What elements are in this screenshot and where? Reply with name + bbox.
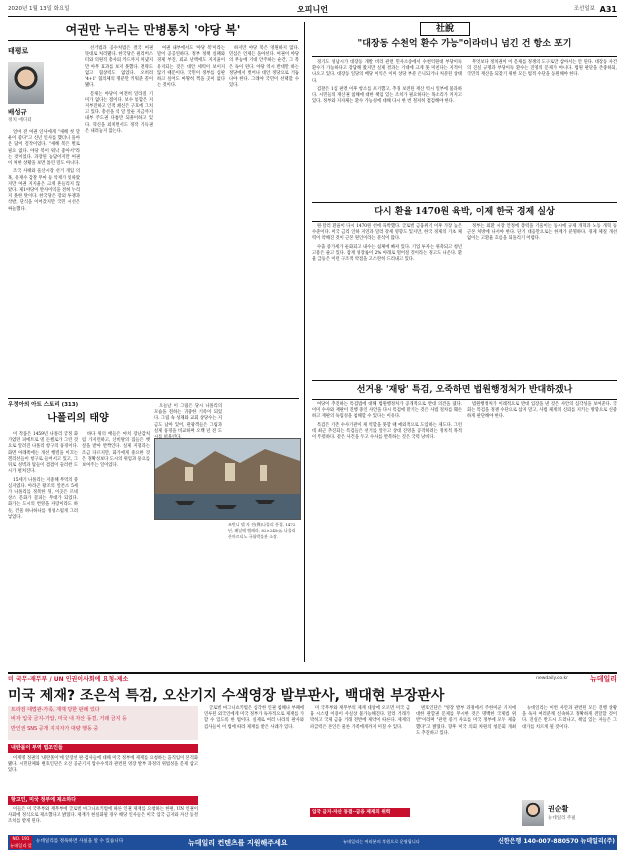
column-body-2 bbox=[85, 46, 153, 395]
art-body-2 bbox=[82, 432, 150, 660]
tower bbox=[225, 463, 235, 481]
paragraph: 문제는 야당이 여전히 달라질 기미가 없다는 점이다. 보수 통합은 지지부진하고 인적 쇄신은 구호에 그치고 있다. 총선을 석 달 앞둔 지금까지 내부 주도권 다툼만 되풀이하고 있다. 혁신을 외치면서도 정작 기득권은 내려놓지 않는다. bbox=[85, 91, 153, 134]
columnist-photo bbox=[522, 800, 544, 826]
editorial-3-body-left bbox=[312, 402, 462, 662]
tower bbox=[185, 467, 193, 481]
columnist-name: 권순활 bbox=[548, 805, 569, 813]
columnist-role: 뉴데일리 주필 bbox=[548, 816, 576, 821]
ad-body-3 bbox=[204, 706, 304, 832]
paragraph: 경기도 성남시가 대장동 개발 비리 관련 민사소송에서 수천억원대 부당이득 환수가 가능하다고 장담해 왔지만 실제 결과는 기대에 크게 못 미친다는 지적이 나오고 있다. 대장동 일당의 배당 이익은 이미 상당 부분 은닉되거나 처분된 상태다. bbox=[312, 60, 462, 84]
badge-number: NO. 191 bbox=[12, 836, 30, 841]
advertisement bbox=[8, 672, 617, 854]
ad-body-4 bbox=[310, 706, 410, 806]
paragraph: 수출 증가세가 둔화되고 내수는 침체에 빠져 있다. 기업 투자는 위축되고 청년 고용은 줄고 있다. 잠재 성장률이 2% 아래로 떨어질 것이라는 경고도 나온다. 환율 급등은 이런 구조적 약점을 고스란히 드러내고 있다. bbox=[312, 244, 462, 263]
paragraph: 변호인단은 "영장 발부 과정에서 주한미군 기지에 대한 관할권 문제를 무시한 것은 명백한 국제법 위반"이라며 "관련 증거 자료를 미국 정부에 모두 제출했다"고 밝혔다. 향후 미국 의회 차원의 청문회 개최도 추진하고 있다. bbox=[416, 706, 516, 736]
paragraph: 이들은 미 국무부와 재무부에 글로벌 마그니츠키법에 따른 인권 제재를 요청하는 한편, UN 인권이사회에 정식으로 제소했다고 밝혔다. 제재가 현실화될 경우 해당 인사들은 미국 입국 금지와 자산 동결 조치를 받게 된다. bbox=[8, 807, 198, 825]
ad-sub-line: 반인권 SNS 공개 지지자가 대량 행동 중 bbox=[11, 725, 99, 732]
paragraph: 여당이 추진하는 특검법에 대해 법원행정처가 공개적으로 반대 의견을 냈다. 이미 수사와 재판이 진행 중인 사안을 다시 특검에 맡기는 것은 사법 절차를 훼손하고 재판의 독립성을 침해할 수 있다는 이유다. bbox=[312, 402, 462, 420]
art-body-3 bbox=[154, 404, 222, 434]
footer-account: 신한은행 140-007-880570 뉴데일리(주) bbox=[498, 838, 615, 845]
tower bbox=[260, 465, 267, 481]
paragraph: 뉴데일리는 이번 사안과 관련된 모든 진행 상황을 독자 여러분께 신속하고 정확하게 전달할 것이다. 진실은 반드시 드러나고, 책임 있는 자들은 그 대가를 치르게 될 것이다. bbox=[522, 706, 617, 730]
column-body-1 bbox=[8, 130, 80, 395]
editorial-2-title: 다시 환율 1470원 육박, 이제 한국 경제 실상 bbox=[312, 202, 617, 222]
ad-sub-line: 비자 입국 금지-가압, 미국 내 자산 동결, 거래 금지 등 bbox=[11, 716, 127, 723]
ad-sub-line: 트라검 대법관-가족, 재재 당한 판례 있다 bbox=[11, 707, 100, 713]
paragraph: 여권 내부에서도 '야당 복'이라는 말이 공공연하다. 정부 정책 실패와 경제 부진, 외교 난맥에도 지지율이 유지되는 것은 대안 세력이 보이지 않기 때문이다. 국민이 정부를 심판하고 싶어도 마땅히 찍을 곳이 없다는 것이다. bbox=[157, 46, 225, 89]
art-series-number: (313) bbox=[61, 402, 79, 408]
ad-topline: 미 국무-재무부 / UN 인권이사회에 요청-제소 bbox=[8, 676, 129, 683]
editorial-1-body-right bbox=[467, 60, 617, 200]
ad-headline: 미국 제재? 조은석 특검, 오산기지 수색영장 발부판사, 백대현 부장판사 bbox=[8, 688, 445, 704]
editorial-label: 社說 bbox=[420, 22, 470, 36]
editorial-1-body-left bbox=[312, 60, 462, 200]
editorial-1-title: "대장동 수천억 환수 가능"이라더니 넘긴 건 항소 포기 bbox=[312, 38, 617, 57]
paragraph: 원·달러 환율이 다시 1470원 선에 육박했다. 글로벌 금융위기 이후 가장 높은 수준이다. 미국 금리 인하 지연과 달러 강세 영향도 있지만, 한국 경제의 기초 체력이 약해진 것이 근본 원인이라는 분석이 많다. bbox=[312, 224, 462, 242]
footer-left: 뉴데일리를 정독하면 사실을 알 수 있습니다 bbox=[36, 839, 124, 844]
art-series-name: 우정아의 아트 스토리 bbox=[8, 402, 60, 408]
painting-image bbox=[154, 438, 301, 520]
author-role: 정치 에디터 bbox=[8, 118, 32, 123]
footer-note: 뉴데일리는 여러분의 후원으로 운영됩니다 bbox=[343, 839, 420, 844]
column-title: 여권만 누리는 만병통치 '야당 복' bbox=[8, 22, 298, 41]
paragraph: 15세기 나폴리는 지중해 무역의 중심지였다. 아라곤 왕조의 알폰소 5세가 나폴리를 정복한 뒤, 이곳은 르네상스 문화가 꽃피는 무대가 되었다. 화가는 도시의 번영을 자랑이라도 하듯, 건물 하나하나를 정성스럽게 그려 넣었다. bbox=[8, 477, 78, 520]
ad-body-5 bbox=[416, 706, 516, 832]
divider bbox=[8, 398, 299, 399]
painting-scene bbox=[155, 439, 300, 519]
ad-label-2: 항고인, 미국 정부에 제소하다 bbox=[8, 796, 198, 805]
editorial-2-body-right bbox=[467, 224, 617, 364]
column-series: 태평로 bbox=[8, 47, 29, 55]
paragraph: 법원행정처가 이례적으로 반대 입장을 낸 것은 사안의 심각성을 보여준다. 국회는 특검을 정쟁 수단으로 삼지 말고, 사법 체계의 신뢰를 지키는 방향으로 신중하게 판단해야 한다. bbox=[467, 402, 617, 420]
ad-body-2 bbox=[8, 807, 198, 832]
paragraph: 글로벌 마그니츠키법은 심각한 인권 침해나 부패에 연루된 외국인에게 미국 정부가 독자적으로 제재를 가할 수 있도록 한 법이다. 실제로 여러 나라의 판사와 검사들이 이 법에 따라 제재를 받은 사례가 있다. bbox=[204, 706, 304, 730]
ad-label-3: 입국 금지·자산 동결··금융 제재의 위력 bbox=[310, 808, 410, 817]
paragraph: 특검은 기존 수사기관이 제 역할을 못할 때 예외적으로 도입하는 제도다. 그런데 최근 추진되는 특검들은 선거를 앞두고 상대 진영을 공격하려는 정치적 목적이 뚜렷하다. 같은 사건을 두고 수사를 반복하는 것은 국력 낭비다. bbox=[312, 422, 462, 441]
paragraph: 바다 위의 배들은 마치 장난감처럼 가지런하고, 산비탈의 집들은 햇살을 받아 반짝인다. 실제 지형과는 조금 다르지만, 화가에게 중요한 것은 정확성보다 도시의 위엄과 풍요를 보여주는 일이었다. bbox=[82, 432, 150, 469]
art-series bbox=[8, 402, 158, 410]
paragraph: 선거법과 공수처법은 결국 여권 뜻대로 처리됐다. 한국당은 필리버스터와 의원직 총사퇴 카드까지 꺼냈지만 아무 효과를 보지 못했다. 전략도 없고 협상력도 없었다. 오히려 '4+1' 협의체의 명분만 키워준 꼴이 됐다. bbox=[85, 46, 153, 89]
editorial-3-body-right bbox=[467, 402, 617, 662]
ad-badge bbox=[10, 836, 32, 854]
issue-date: 2020년 1월 13일 화요일 bbox=[8, 6, 70, 12]
paragraph: 이재명 정권의 '내란몰이'에 앞장선 판·검사들에 대해 미국 정부에 제재를 요청하는 움직임이 본격화됐다. 시민단체와 변호인단은 오산 공군기지 압수수색과 관련된 영장 발부 과정의 위법성을 문제 삼고 있다. bbox=[8, 756, 198, 774]
paragraph: 미 국무부와 재무부의 제재 대상에 오르면 미국 금융 시스템 이용이 사실상 불가능해진다. 달러 거래가 막히고 국제 금융 거래 전반에 제약이 따른다. 제재의 파급력은 본인은 물론 가족에게까지 미칠 수 있다. bbox=[310, 706, 410, 730]
editorial-3-title: 선거용 '재탕' 특검, 오죽하면 법원행정처가 반대하겠나 bbox=[312, 380, 617, 400]
paper-name: 조선일보 bbox=[573, 6, 595, 12]
column-body-4 bbox=[229, 46, 299, 395]
page-number: A31 bbox=[599, 5, 617, 14]
paragraph: 정부는 외환 시장 안정에 총력을 기울이는 동시에 규제 개혁과 노동 개혁 등 근본 처방에 나서야 한다. 단기 대응만으로는 한계가 분명하다. 경제 체질 개선 없이는 고환율 흐름을 되돌리기 어렵다. bbox=[467, 224, 617, 242]
paragraph: 조국 사태와 울산시장 선거 개입 의혹, 유재수 감찰 무마 등 악재가 잇따랐지만 여권 지지율은 크게 흔들리지 않았다. 제1야당이 반사이익을 전혀 누리지 못한 탓이다. 한국당은 장외 투쟁과 삭발, 단식을 이어갔지만 국민 시선은 싸늘했다. bbox=[8, 169, 80, 212]
author-photo bbox=[8, 62, 44, 104]
author-name: 배성규 bbox=[8, 108, 27, 116]
ad-footer bbox=[8, 835, 617, 854]
editorial-2-body-left bbox=[312, 224, 462, 364]
art-body-1 bbox=[8, 432, 78, 660]
paragraph: 하지만 야당 복은 영원하지 않다. 민심은 언제든 돌아선다. 여권이 야당의 무능에 기대 안주하는 순간, 그 복은 독이 된다. 야당 역시 반대만 하는 정당에서 벗어나 대안 정당으로 거듭나야 한다. 그래야 국민이 선택할 수 있다. bbox=[229, 46, 299, 89]
painting-caption: 조반니 델 자 전(傳)나폴리 풍경, 1472년, 패널에 템페라, 82×245㎝, 나폴리 산마르티노 국립박물관 소장. bbox=[228, 522, 296, 539]
badge-text: 뉴데일리 칼럼 bbox=[10, 842, 32, 854]
art-title: 나폴리의 태양 bbox=[47, 413, 109, 424]
column-body-3 bbox=[157, 46, 225, 395]
paragraph: 이 작품은 1459년 나폴리 궁정 화가였던 피에트로 델 돈첼로가 그린 것으로 알려진 나폴리 항구의 풍경이다. 화면 아래쪽에는 개선 행렬을 이끄는 갤리선들이 항구로 들어서고 있고, 그 뒤로 성벽과 탑들이 겹겹이 둘러싼 도시가 펼쳐진다. bbox=[8, 432, 78, 475]
ad-sub-box bbox=[8, 706, 198, 740]
ad-label-1: 내란몰이 부역 법조인들 bbox=[8, 744, 198, 753]
ad-body-6 bbox=[522, 706, 617, 796]
ad-body-1 bbox=[8, 756, 198, 794]
column-divider bbox=[304, 22, 305, 662]
paragraph: 얼마 전 여권 인사에게 "새해 첫 달 운이 좋다"고 신년 인사를 했더니 돌아온 답이 걸작이었다. "새해 복은 별로 필요 없다. 야당 복이 워낙 좋아서"라는 것이었다. 과장된 농담이지만 여권이 처한 상황을 보면 틀린 말도 아니다. bbox=[8, 130, 80, 167]
footer-mid: 뉴데일리 컨텐츠를 지원해주세요 bbox=[188, 839, 288, 847]
art-body-4 bbox=[154, 522, 224, 662]
ad-url: newdaily.co.kr bbox=[536, 676, 568, 681]
page-header bbox=[8, 4, 617, 17]
paragraph: 오늘날 이 그림은 당시 나폴리의 모습을 전하는 귀중한 기록이 되었다. 그림 속 성채와 교회 상당수는 지금도 남아 있어, 관광객들은 그림과 실제 풍경을 비교하며 오백 년 전 도 bbox=[154, 404, 222, 434]
paragraph: 무엇보다 정치권이 이 문제를 정쟁의 도구로만 삼아서는 안 된다. 대장동 사건의 진실 규명과 부당이득 환수는 진영의 문제가 아니다. 법원 판단을 존중하되, 국민의 재산을 되찾기 위한 모든 법적 수단을 동원해야 한다. bbox=[467, 60, 617, 78]
ad-brand: 뉴데일리 bbox=[589, 675, 617, 683]
paragraph: 검찰은 1심 판결 이후 항소를 포기했고, 추징 보전된 재산 역시 일부에 불과하다. 시민들의 재산권 침해에 대한 책임 있는 조치가 필요하다는 목소리가 커지고 있다. 정부와 지자체는 환수 가능성에 대해 다시 한 번 철저히 점검해야 한다. bbox=[312, 86, 462, 105]
section-title: 오피니언 bbox=[297, 5, 328, 14]
